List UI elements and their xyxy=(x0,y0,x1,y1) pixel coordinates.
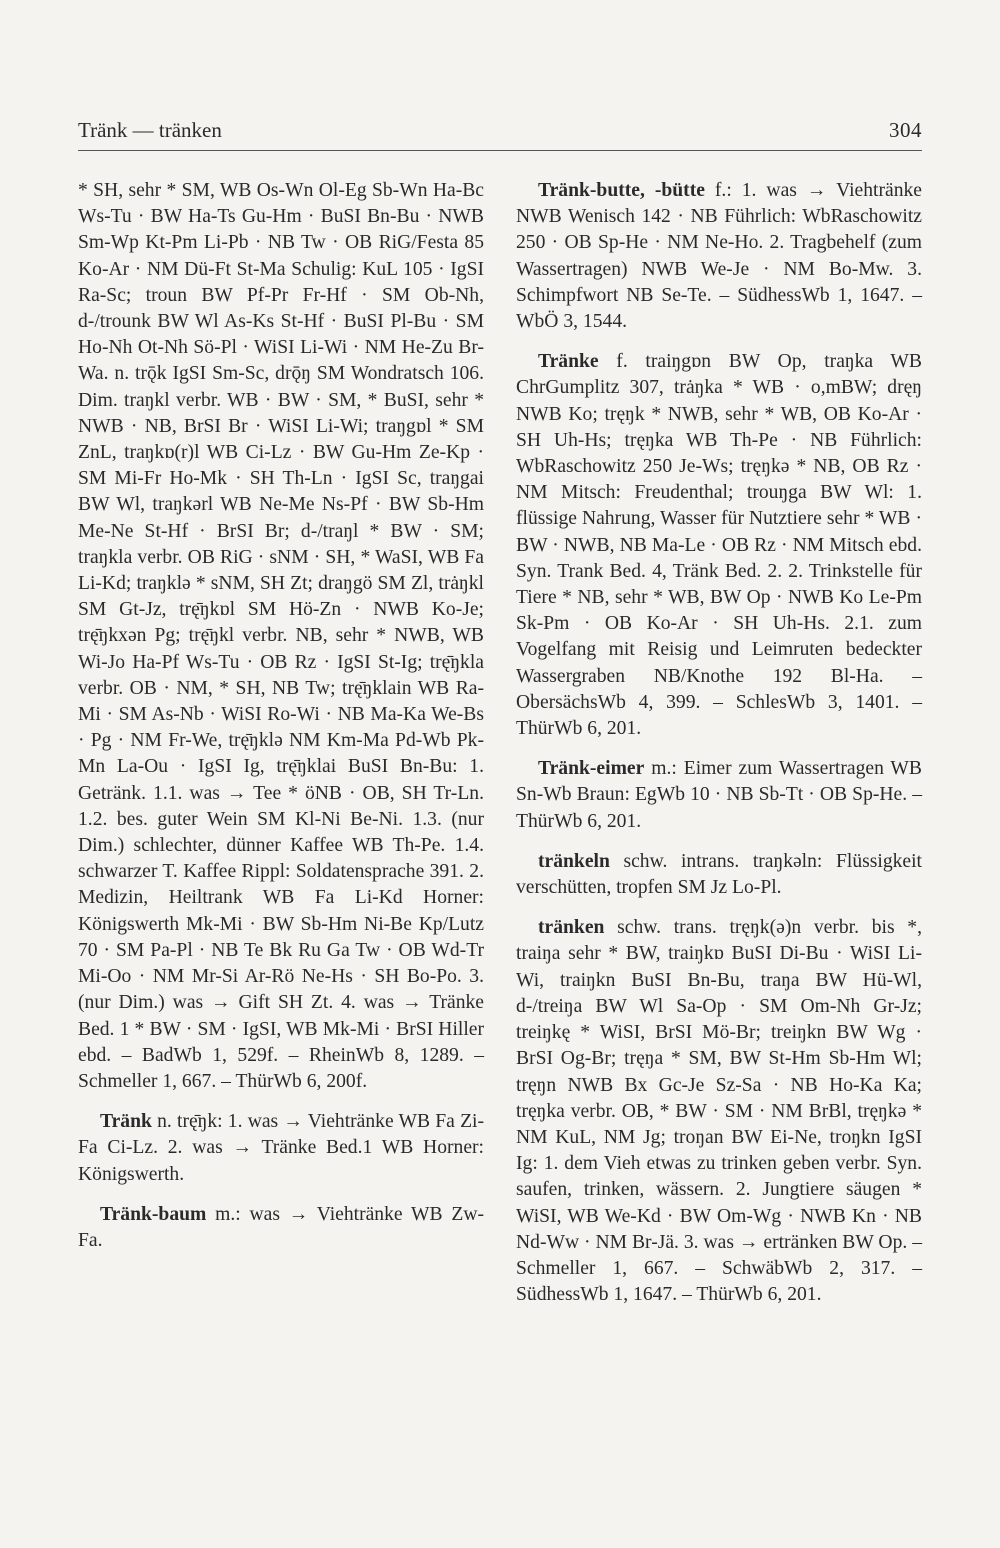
dictionary-entry xyxy=(516,915,922,1308)
dictionary-entry xyxy=(516,349,922,742)
dictionary-entry xyxy=(78,1109,484,1188)
entry-text: schw. trans. tręŋk(ə)n verbr. bis *, traiŋa sehr * BW, traiŋkɒ BuSI Di-Bu · WiSI Li-Wi, traiŋkn BuSI Bn-Bu, traŋa BW Hü-Wl, d-/treiŋa BW Wl Sa-Op · SM Om-Nh Gr-Jz; treiŋkę * WiSI, BrSI Mö-Br; treiŋkn BW Wg · BrSI Og-Br; tręŋa * SM, BW St-Hm Sb-Hm Wl; tręŋn NWB Bx Gc-Je Sz-Sa · NB Ho-Ka Ka; tręŋka verbr. OB, * BW · SM · NM BrBl, tręŋkə * NM KuL, NM Jg; troŋan BW Ei-Ne, troŋkn IgSI Ig: 1. dem Vieh etwas zu trinken geben verbr. Syn. saufen, trinken, wässern. 2. Jungtiere säugen * WiSI, WB We-Kd · BW Om-Wg · NWB Kn · NB Nd-Ww · NM Br-Jä. 3. was → ertränken BW Op. – Schmeller 1, 667. – SchwäbWb 2, 317. – SüdhessWb 1, 1647. – ThürWb 6, 201. xyxy=(516,917,922,1306)
page-number: 304 xyxy=(889,118,922,142)
entry-lemma: Tränk-eimer xyxy=(538,758,645,780)
entry-lemma: Tränk-baum xyxy=(100,1203,207,1225)
entry-text: m.: was → Viehtränke WB Zw-Fa. xyxy=(78,1203,484,1251)
entry-text: m.: Eimer zum Wassertragen WB Sn-Wb Braun: EgWb 10 · NB Sb-Tt · OB Sp-He. – ThürWb 6, 201. xyxy=(516,758,922,832)
right-column xyxy=(516,178,922,1322)
dictionary-entry xyxy=(78,178,484,1095)
entry-text: n. trę̄ŋk: 1. was → Viehtränke WB Fa Zi-Fa Ci-Lz. 2. was → Tränke Bed.1 WB Horner: Königswerth. xyxy=(78,1111,484,1185)
entry-lemma: Tränk-butte, -bütte xyxy=(538,180,705,201)
header-rule xyxy=(78,150,922,151)
dictionary-entry xyxy=(516,849,922,901)
left-column xyxy=(78,178,484,1268)
running-header xyxy=(78,118,922,143)
entry-text: f. traiŋgɒn BW Op, traŋka WB ChrGumplitz 307, trȧŋka * WB · o,mBW; dręŋ NWB Ko; tręŋk * NWB, sehr * WB, OB Ko-Ar · SH Uh-Hs; tręŋka WB Th-Pe · NB Führlich: WbRaschowitz 250 Je-Ws; tręŋkə * NB, OB Rz · NM Mitsch: Freudenthal; trouŋga BW Wl: 1. flüssige Nahrung, Wasser für Nutztiere sehr * WB · BW · NWB, NB Ma-Le · OB Rz · NM Mitsch ebd. Syn. Trank Bed. 4, Tränk Bed. 2. 2. Trinkstelle für Tiere * NB, sehr * WB, BW Op · NWB Ko Le-Pm Sk-Pm · OB Ko-Ar · SH Uh-Hs. 2.1. zum Vogelfang mit Reisig und Leimruten bedeckter Wassergraben NB/Knothe 192 Bl-Ha. – ObersächsWb 4, 399. – SchlesWb 3, 1401. – ThürWb 6, 201. xyxy=(516,351,922,740)
entry-lemma: tränkeln xyxy=(538,850,610,872)
entry-text: * SH, sehr * SM, WB Os-Wn Ol-Eg Sb-Wn Ha-Bc Ws-Tu · BW Ha-Ts Gu-Hm · BuSI Bn-Bu · NWB Sm-Wp Kt-Pm Li-Pb · NB Tw · OB RiG/Festa 85 Ko-Ar · NM Dü-Ft St-Ma Schulig: KuL 105 · IgSI Ra-Sc; troun BW Pf-Pr Fr-Hf · SM Ob-Nh, d-/trounk BW Wl As-Ks St-Hf · BuSI Pl-Bu · SM Ho-Nh Ot-Nh Sö-Pl · WiSI Li-Wi · NM He-Zu Br-Wa. n. trǭk IgSI Sm-Sc, drǭŋ SM Wondratsch 106. Dim. traŋkl verbr. WB · BW · SM, * BuSI, sehr * NWB · NB, BrSI Br · WiSI Li-Wi; traŋgɒl * SM ZnL, traŋkɒ(r)l WB Ci-Lz · BW Gu-Hm Ze-Kp · SM Mi-Fr Ho-Mk · SH Th-Ln · IgSI Sc, traŋgai BW Wl, traŋkərl WB Ne-Me Ns-Pf · BW Sb-Hm Me-Ne St-Hf · BrSI Br; d-/traŋl * BW · SM; traŋkla verbr. OB RiG · sNM · SH, * WaSI, WB Fa Li-Kd; traŋklə * sNM, SH Zt; draŋgö SM Zl, trȧŋkl SM Gt-Jz, trę̄ŋkɒl SM Hö-Zn · NWB Ko-Je; trę̄ŋkxən Pg; trę̄ŋkl verbr. NB, sehr * NWB, WB Wi-Jo Ha-Pf Ws-Tu · OB Rz · IgSI St-Ig; trę̄ŋkla verbr. OB · NM, * SH, NB Tw; trę̄ŋklain WB Ra-Mi · SM As-Nb · WiSI Ro-Wi · NB Ma-Ka We-Bs · Pg · NM Fr-We, trę̄ŋklə NM Km-Ma Pd-Wb Pk-Mn La-Ou · IgSI Ig, trę̄ŋklai BuSI Bn-Bu: 1. Getränk. 1.1. was → Tee * öNB · OB, SH Tr-Ln. 1.2. bes. guter Wein SM Kl-Ni Be-Ni. 1.3. (nur Dim.) schlechter, dünner Kaffee WB Th-Pe. 1.4. schwarzer T. Kaffee Rippl: Soldatensprache 391. 2. Medizin, Heiltrank WB Fa Li-Kd Horner: Königswerth Mk-Mi · BW Sb-Hm Ni-Be Kp/Lutz 70 · SM Pa-Pl · NB Te Bk Ru Ga Tw · OB Wd-Tr Mi-Oo · NM Mr-Si Ar-Rö Ne-Hs · SH Bo-Po. 3. (nur Dim.) was → Gift SH Zt. 4. was → Tränke Bed. 1 * BW · SM · IgSI, WB Mk-Mi · BrSI Hiller ebd. – BadWb 1, 529f. – RheinWb 8, 1289. – Schmeller 1, 667. – ThürWb 6, 200f. xyxy=(78,180,484,1092)
entry-lemma: Tränk xyxy=(100,1111,152,1133)
entry-text: schw. intrans. traŋkəln: Flüssigkeit verschütten, tropfen SM Jz Lo-Pl. xyxy=(516,850,922,899)
dictionary-entry xyxy=(516,756,922,835)
entry-lemma: tränken xyxy=(538,917,605,939)
dictionary-entry xyxy=(516,178,922,335)
header-title: Tränk — tränken xyxy=(78,118,222,142)
entry-text: f.: 1. was → Viehtränke NWB Wenisch 142 · NB Führlich: WbRaschowitz 250 · OB Sp-He · NM Ne-Ho. 2. Tragbehelf (zum Wassertragen) NWB We-Je · NM Bo-Mw. 3. Schimpfwort NB Se-Te. – SüdhessWb 1, 1647. – WbÖ 3, 1544. xyxy=(516,180,922,333)
entry-lemma: Tränke xyxy=(538,351,599,373)
dictionary-entry xyxy=(78,1202,484,1254)
